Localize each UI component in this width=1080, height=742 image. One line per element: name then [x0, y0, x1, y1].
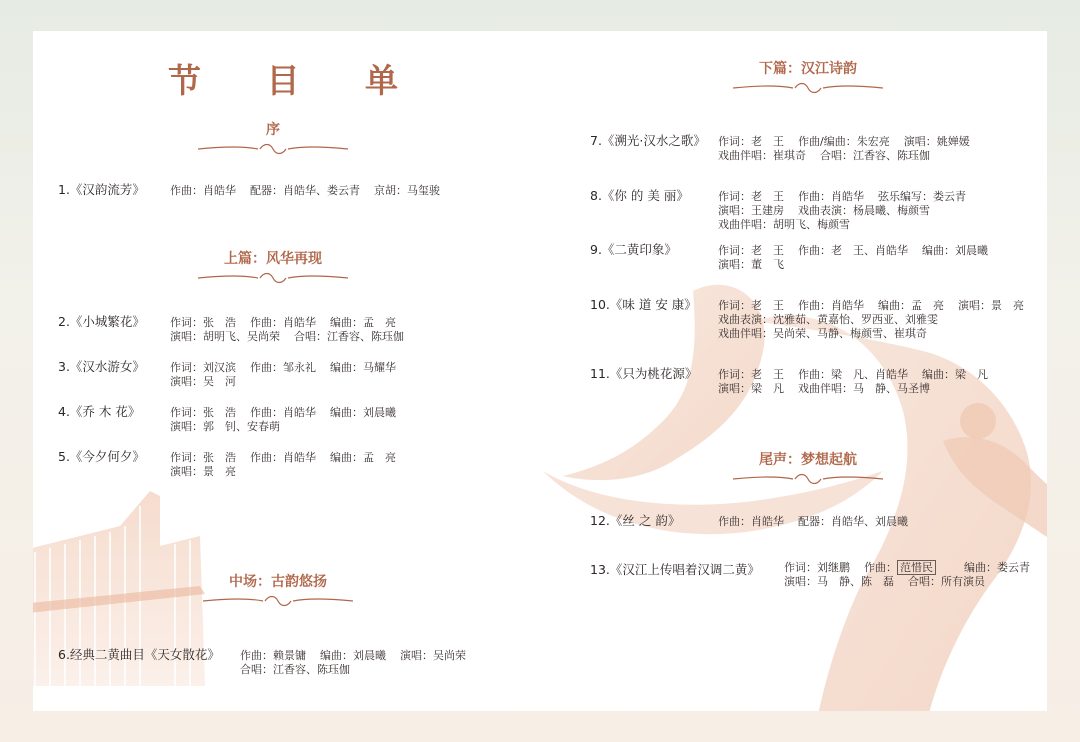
credit: 编曲：孟 亮 — [330, 316, 396, 329]
item-credits — [718, 190, 980, 204]
item-credits — [718, 244, 1002, 258]
section-finale — [733, 449, 883, 487]
item-credits — [170, 330, 418, 344]
credit: 作词：刘汉滨 — [170, 361, 236, 374]
item-credits — [170, 420, 294, 434]
credit: 演唱：吴尚荣 — [400, 649, 466, 662]
credit: 编曲：娄云青 — [964, 561, 1030, 574]
credit: 编曲：刘晨曦 — [320, 649, 386, 662]
flourish-ornament — [198, 270, 348, 286]
item-credits — [718, 218, 864, 232]
program-sheet — [33, 31, 1047, 711]
credit: 作曲：肖皓华 — [798, 190, 864, 203]
item-credits — [718, 382, 944, 396]
section-intermission — [203, 571, 353, 609]
credit: 作词：老 王 — [718, 190, 784, 203]
item-title: 11.《只为桃花源》 — [590, 366, 698, 381]
credit: 演唱：董 飞 — [718, 258, 784, 271]
credit: 合唱：所有演员 — [908, 575, 985, 588]
credit: 配器：肖皓华、娄云青 — [250, 184, 360, 197]
section-part1 — [198, 248, 348, 286]
credit: 戏曲表演：杨晨曦、梅颜雪 — [798, 204, 930, 217]
credit: 作曲： — [864, 561, 897, 574]
item-credits — [240, 663, 364, 677]
item-title: 5.《今夕何夕》 — [58, 449, 145, 464]
section-title-text: 序 — [266, 122, 280, 138]
credit: 戏曲伴唱：吴尚荣、马静、梅颜雪、崔琪奇 — [718, 327, 927, 340]
credit: 戏曲伴唱：马 静、马圣博 — [798, 382, 930, 395]
section-title-text: 上篇：风华再现 — [224, 251, 322, 267]
flourish-ornament — [733, 471, 883, 487]
credit: 戏曲伴唱：崔琪奇 — [718, 149, 806, 162]
credit: 作词：老 王 — [718, 368, 784, 381]
credit: 编曲：梁 凡 — [922, 368, 988, 381]
item-credits — [718, 368, 1002, 382]
credit: 弦乐编写：娄云青 — [878, 190, 966, 203]
item-title: 13.《汉江上传唱着汉调二黄》 — [590, 562, 760, 577]
section-prelude — [198, 119, 348, 157]
item-credits — [784, 575, 999, 589]
title-char: 节 — [168, 61, 201, 100]
item-title: 7.《溯光·汉水之歌》 — [590, 133, 706, 148]
item-credits — [784, 561, 1044, 575]
item-credits — [718, 299, 1024, 313]
item-title: 9.《二黄印象》 — [590, 242, 677, 257]
credit: 作曲：邹永礼 — [250, 361, 316, 374]
composer-boxed: 范惜民 — [897, 560, 936, 575]
credit: 演唱：景 亮 — [170, 465, 236, 478]
flourish-ornament — [203, 593, 353, 609]
item-credits — [170, 451, 410, 465]
credit: 作曲：赖景镛 — [240, 649, 306, 662]
credit: 作曲：肖皓华 — [250, 451, 316, 464]
item-credits — [170, 465, 250, 479]
credit: 演唱：马 静、陈 磊 — [784, 575, 894, 588]
credit: 京胡：马玺骏 — [374, 184, 440, 197]
credit: 作曲/编曲：朱宏亮 — [798, 135, 890, 148]
item-credits — [718, 327, 941, 341]
item-credits — [240, 649, 480, 663]
credit: 编曲：马耀华 — [330, 361, 396, 374]
item-title: 4.《乔 木 花》 — [58, 404, 141, 419]
credit: 编曲：孟 亮 — [878, 299, 944, 312]
item-title: 6.经典二黄曲目《天女散花》 — [58, 647, 220, 662]
item-credits — [718, 313, 952, 327]
item-credits — [718, 149, 944, 163]
credit: 作词：张 浩 — [170, 406, 236, 419]
credit: 配器：肖皓华、刘晨曦 — [798, 515, 908, 528]
flourish-ornament — [198, 141, 348, 157]
item-title: 1.《汉韵流芳》 — [58, 182, 145, 197]
credit: 合唱：江香容、陈珏伽 — [820, 149, 930, 162]
credit: 作词：老 王 — [718, 299, 784, 312]
item-credits — [170, 406, 410, 420]
credit: 作曲：老 王、肖皓华 — [798, 244, 908, 257]
item-title: 3.《汉水游女》 — [58, 359, 145, 374]
page-title — [168, 55, 398, 102]
credit: 演唱：景 亮 — [958, 299, 1024, 312]
credit: 演唱：王建房 — [718, 204, 784, 217]
credit: 作词：老 王 — [718, 244, 784, 257]
credit: 编曲：刘晨曦 — [330, 406, 396, 419]
credit: 作曲：肖皓华 — [798, 299, 864, 312]
section-title-text: 中场：古韵悠扬 — [229, 574, 327, 590]
item-credits — [170, 316, 410, 330]
section-title-text: 尾声：梦想起航 — [759, 452, 857, 468]
credit: 作词：张 浩 — [170, 316, 236, 329]
flourish-ornament — [733, 80, 883, 96]
item-title: 8.《你 的 美 丽》 — [590, 188, 689, 203]
credit: 作曲：梁 凡、肖皓华 — [798, 368, 908, 381]
credit: 编曲：孟 亮 — [330, 451, 396, 464]
credit: 编曲：刘晨曦 — [922, 244, 988, 257]
credit: 合唱：江香容、陈珏伽 — [294, 330, 404, 343]
item-title: 2.《小城繁花》 — [58, 314, 145, 329]
item-credits — [718, 515, 922, 529]
item-credits — [718, 258, 798, 272]
credit: 作曲：肖皓华 — [250, 316, 316, 329]
item-credits — [718, 204, 944, 218]
credit: 作词：张 浩 — [170, 451, 236, 464]
credit: 演唱：郭 钊、安春萌 — [170, 420, 280, 433]
item-credits — [170, 184, 454, 198]
item-credits — [718, 135, 984, 149]
section-part2 — [733, 58, 883, 96]
credit: 作曲：肖皓华 — [170, 184, 236, 197]
credit: 作词：老 王 — [718, 135, 784, 148]
credit: 作曲：肖皓华 — [718, 515, 784, 528]
credit: 演唱：梁 凡 — [718, 382, 784, 395]
credit: 作词：刘继鹏 — [784, 561, 850, 574]
credit: 演唱：吴 河 — [170, 375, 236, 388]
credit: 演唱：胡明飞、吴尚荣 — [170, 330, 280, 343]
item-credits — [170, 361, 410, 375]
item-credits — [170, 375, 250, 389]
title-char: 单 — [365, 61, 398, 100]
title-char: 目 — [266, 61, 300, 100]
credit: 合唱：江香容、陈珏伽 — [240, 663, 350, 676]
credit: 作曲：肖皓华 — [250, 406, 316, 419]
credit: 戏曲表演：沈雅茹、黄嘉怡、罗西亚、刘雅雯 — [718, 313, 938, 326]
item-title: 10.《味 道 安 康》 — [590, 297, 697, 312]
credit: 演唱：姚婵媛 — [903, 135, 970, 148]
section-title-text: 下篇：汉江诗韵 — [759, 61, 857, 77]
item-title: 12.《丝 之 韵》 — [590, 513, 681, 528]
credit: 戏曲伴唱：胡明飞、梅颜雪 — [718, 218, 850, 231]
